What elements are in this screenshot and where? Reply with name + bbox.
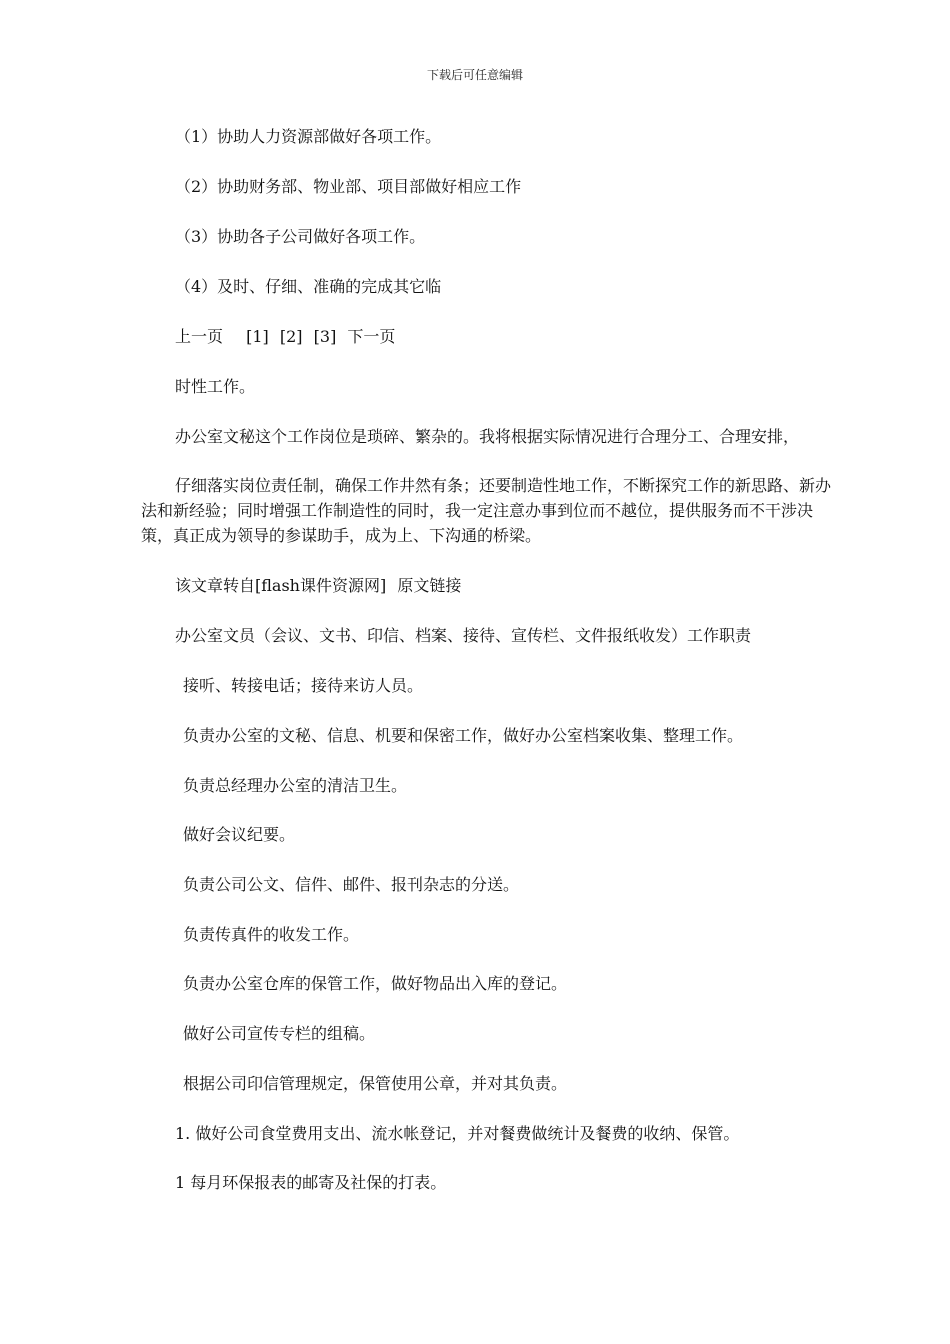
numbered-item: 1. 做好公司食堂费用支出、流水帐登记，并对餐费做统计及餐费的收纳、保管。 [175, 1124, 740, 1143]
paragraph: 办公室文秘这个工作岗位是琐碎、繁杂的。我将根据实际情况进行合理分工、合理安排， [175, 427, 800, 446]
duty-item: 负责传真件的收发工作。 [183, 925, 360, 944]
paragraph: 时性工作。 [175, 377, 256, 396]
duty-item: 做好公司宣传专栏的组稿。 [183, 1024, 376, 1043]
page-link-2[interactable]: [2] [279, 327, 303, 346]
duty-item: 负责办公室的文秘、信息、机要和保密工作，做好办公室档案收集、整理工作。 [183, 726, 744, 745]
duty-item: 做好会议纪要。 [183, 825, 296, 844]
duty-item: 负责总经理办公室的清洁卫生。 [183, 776, 408, 795]
duty-item: 根据公司印信管理规定，保管使用公章，并对其负责。 [183, 1074, 568, 1093]
duty-item: 接听、转接电话；接待来访人员。 [183, 676, 424, 695]
list-item: （4）及时、仔细、准确的完成其它临 [175, 277, 442, 296]
list-item: （3）协助各子公司做好各项工作。 [175, 227, 426, 246]
page-link-1[interactable]: [1] [246, 327, 269, 346]
section-title: 办公室文员（会议、文书、印信、档案、接待、宣传栏、文件报纸收发）工作职责 [175, 626, 752, 645]
source-text: 该文章转自[flash课件资源网] [175, 576, 387, 595]
next-page-link[interactable]: 下一页 [347, 327, 396, 346]
list-item: （2）协助财务部、物业部、项目部做好相应工作 [175, 177, 522, 196]
paragraph-detail: 仔细落实岗位责任制，确保工作井然有条；还要制造性地工作，不断探究工作的新思路、新办法和新经验；同时增强工作制造性的同时，我一定注意办事到位而不越位，提供服务而不干涉决策，真正成为领导的参谋助手，成为上、下沟通的桥梁。 [141, 476, 832, 545]
prev-page-link[interactable]: 上一页 [175, 327, 224, 346]
pagination [175, 325, 401, 349]
numbered-item: 1 每月环保报表的邮寄及社保的打表。 [175, 1173, 447, 1192]
source-line [175, 574, 461, 598]
list-item: （1）协助人力资源部做好各项工作。 [175, 127, 442, 146]
page-link-3[interactable]: [3] [313, 327, 337, 346]
original-link[interactable]: 原文链接 [397, 576, 462, 595]
page-header: 下载后可任意编辑 [426, 68, 523, 82]
duty-item: 负责公司公文、信件、邮件、报刊杂志的分送。 [183, 875, 520, 894]
duty-item: 负责办公室仓库的保管工作，做好物品出入库的登记。 [183, 974, 568, 993]
